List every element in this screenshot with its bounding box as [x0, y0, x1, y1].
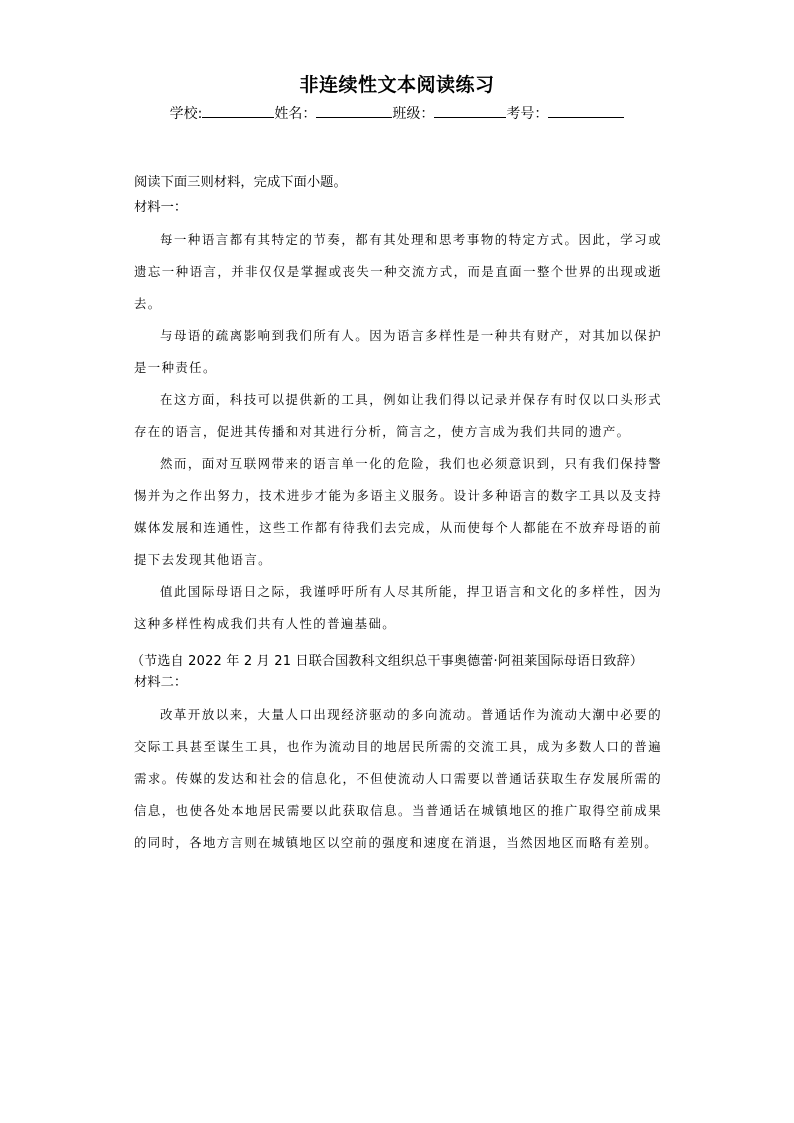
student-info-row: [0, 103, 794, 123]
exam-no-label: 考号：: [506, 106, 549, 122]
name-label: 姓名：: [274, 106, 317, 122]
reading-content: [131, 172, 662, 859]
material1-paragraph: 与母语的疏离影响到我们所有人。因为语言多样性是一种共有财产，对其加以保护是一种责任。: [134, 328, 662, 375]
material1-label: 材料一：: [134, 200, 188, 215]
material2-label: 材料二：: [134, 675, 188, 690]
material1-source: （节选自 2022 年 2 月 21 日联合国教科文组织总干事奥德蕾·阿祖莱国际母语日致辞）: [131, 654, 644, 669]
class-blank[interactable]: [434, 104, 506, 118]
material1-paragraph: 在这方面，科技可以提供新的工具，例如让我们得以记录并保存有时仅以口头形式存在的语言，促进其传播和对其进行分析，简言之，使方言成为我们共同的遗产。: [134, 392, 662, 439]
name-blank[interactable]: [316, 104, 392, 118]
material1-paragraph: 值此国际母语日之际，我谨呼吁所有人尽其所能，捍卫语言和文化的多样性，因为这种多样性构成我们共有人性的普遍基础。: [134, 584, 662, 631]
class-label: 班级：: [392, 106, 435, 122]
exam-no-blank[interactable]: [548, 104, 624, 118]
material1-paragraph: 每一种语言都有其特定的节奏，都有其处理和思考事物的特定方式。因此，学习或遗忘一种语言，并非仅仅是掌握或丧失一种交流方式，而是直面一整个世界的出现或逝去。: [134, 232, 662, 311]
material1-paragraph: 然而，面对互联网带来的语言单一化的危险，我们也必须意识到，只有我们保持警惕并为之作出努力，技术进步才能为多语主义服务。设计多种语言的数字工具以及支持媒体发展和连通性，这些工作都有待我们去完成，从而使每个人都能在不放弃母语的前提下去发现其他语言。: [134, 456, 662, 567]
page-title: 非连续性文本阅读练习: [299, 74, 495, 96]
school-blank[interactable]: [202, 104, 274, 118]
school-label: 学校:: [169, 106, 203, 122]
material2-paragraph: 改革开放以来，大量人口出现经济驱动的多向流动。普通话作为流动大潮中必要的交际工具甚至谋生工具，也作为流动目的地居民所需的交流工具，成为多数人口的普遍需求。传媒的发达和社会的信息化，不但使流动人口需要以普通话获取生存发展所需的信息，也使各处本地居民需要以此获取信息。当普通话在城镇地区的推广取得空前成果的同时，各地方言则在城镇地区以空前的强度和速度在消退，当然因地区而略有差别。: [134, 707, 662, 850]
instruction: 阅读下面三则材料，完成下面小题。: [134, 175, 347, 190]
